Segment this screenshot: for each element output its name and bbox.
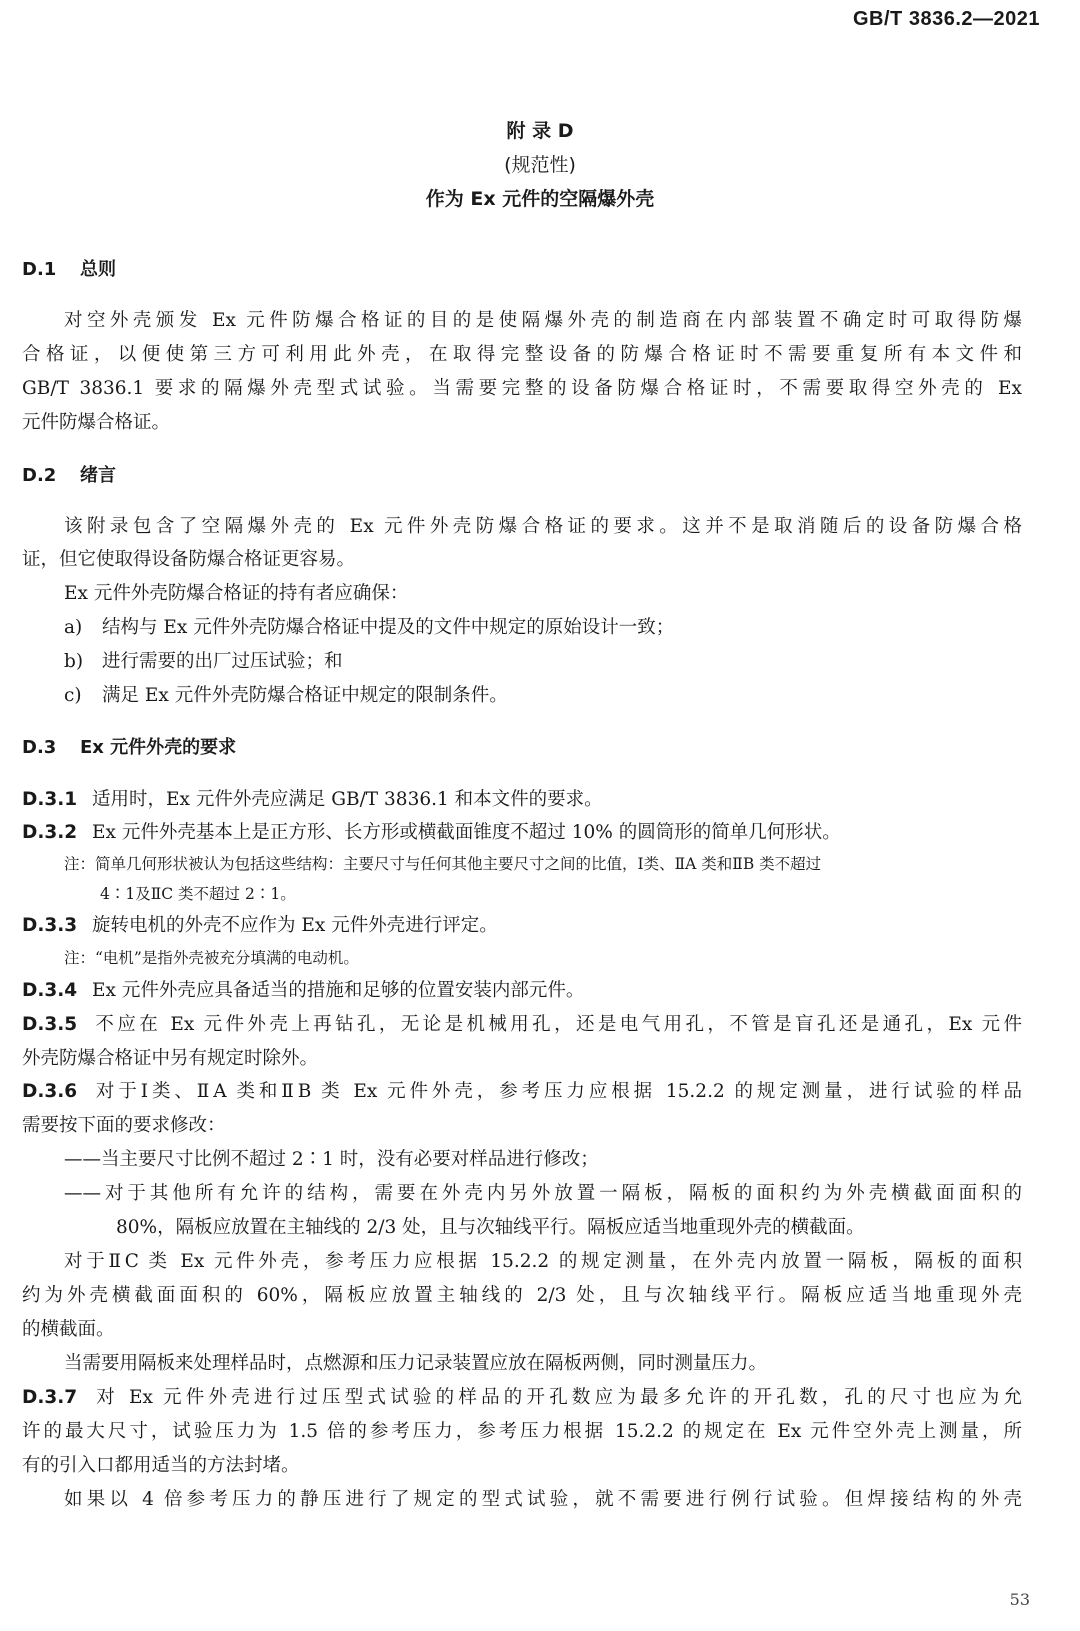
- d2-item-a-text: 结构与 Ex 元件外壳防爆合格证中提及的文件中规定的原始设计一致；: [102, 617, 675, 638]
- note-d3-3: 注：“电机”是指外壳被充分填满的电动机。: [64, 949, 359, 967]
- clause-d3-3: [22, 911, 498, 937]
- clause-d3-6-number: D.3.6: [22, 1081, 78, 1102]
- clause-d3-4-number: D.3.4: [22, 980, 78, 1001]
- d2-item-c-text: 满足 Ex 元件外壳防爆合格证中规定的限制条件。: [102, 685, 508, 706]
- d1-line-2: 合格证，以便使第三方可利用此外壳，在取得完整设备的防爆合格证时不需要重复所有本文件和: [22, 344, 1022, 365]
- note-d3-2-line-1: 注：简单几何形状被认为包括这些结构：主要尺寸与任何其他主要尺寸之间的比值，Ⅰ类、ⅡA 类和ⅡB 类不超过: [64, 855, 822, 873]
- clause-d3-6-line-1: 对于Ⅰ类、ⅡA 类和ⅡB 类 Ex 元件外壳，参考压力应根据 15.2.2 的规定测量，进行试验的样品: [92, 1081, 1022, 1102]
- appendix-type: (规范性): [504, 154, 576, 176]
- clause-d3-7-line-2: 许的最大尺寸，试验压力为 1.5 倍的参考压力，参考压力根据 15.2.2 的规定在 Ex 元件空外壳上测量，所: [22, 1421, 1022, 1442]
- heading-d3-title: Ex 元件外壳的要求: [80, 737, 237, 758]
- clause-d3-7-number: D.3.7: [22, 1387, 78, 1408]
- clause-d3-3-number: D.3.3: [22, 915, 78, 936]
- standard-number: GB/T 3836.2—2021: [853, 8, 1040, 30]
- appendix-title: 附 录 D: [506, 120, 574, 142]
- d2-line-1: 该附录包含了空隔爆外壳的 Ex 元件外壳防爆合格证的要求。这并不是取消随后的设备防爆合格: [64, 516, 1022, 537]
- heading-d1-title: 总则: [80, 259, 116, 280]
- d2-item-b-label: b): [64, 651, 84, 672]
- d2-line-2: 证，但它使取得设备防爆合格证更容易。: [22, 549, 356, 570]
- page-number: 53: [1009, 1590, 1030, 1609]
- d2-item-b: [64, 647, 343, 673]
- d2-item-c-label: c): [64, 685, 82, 706]
- clause-d3-6-p2-line-2: 约为外壳横截面面积的 60%，隔板应放置主轴线的 2/3 处，且与次轴线平行。隔板应适当地重现外壳: [22, 1285, 1022, 1306]
- clause-d3-2-number: D.3.2: [22, 822, 78, 843]
- clause-d3-6: [22, 1077, 1022, 1103]
- heading-d2-number: D.2: [22, 465, 57, 486]
- d1-line-3: GB/T 3836.1 要求的隔爆外壳型式试验。当需要完整的设备防爆合格证时，不需要取得空外壳的 Ex: [22, 378, 1022, 399]
- d1-line-1: 对空外壳颁发 Ex 元件防爆合格证的目的是使隔爆外壳的制造商在内部装置不确定时可取得防爆: [64, 310, 1022, 331]
- clause-d3-2: [22, 818, 841, 844]
- clause-d3-7: [22, 1383, 1022, 1409]
- clause-d3-7-line-1: 对 Ex 元件外壳进行过压型式试验的样品的开孔数应为最多允许的开孔数，孔的尺寸也应为允: [92, 1387, 1022, 1408]
- clause-d3-1-text: 适用时，Ex 元件外壳应满足 GB/T 3836.1 和本文件的要求。: [92, 789, 603, 810]
- clause-d3-7-line-3: 有的引入口都用适当的方法封堵。: [22, 1455, 300, 1476]
- appendix-name: 作为 Ex 元件的空隔爆外壳: [425, 188, 655, 210]
- clause-d3-6-p2-line-3: 的横截面。: [22, 1319, 115, 1340]
- clause-d3-6-dash-1: ——当主要尺寸比例不超过 2∶1 时，没有必要对样品进行修改；: [64, 1149, 599, 1170]
- d2-intro: Ex 元件外壳防爆合格证的持有者应确保：: [64, 583, 409, 604]
- d2-item-a-label: a): [64, 617, 83, 638]
- clause-d3-5-line-1: 不应在 Ex 元件外壳上再钻孔，无论是机械用孔，还是电气用孔，不管是盲孔还是通孔，Ex 元件: [92, 1014, 1022, 1035]
- heading-d2: [22, 461, 116, 487]
- clause-d3-6-p2-line-1: 对于ⅡC 类 Ex 元件外壳，参考压力应根据 15.2.2 的规定测量，在外壳内放置一隔板，隔板的面积: [64, 1251, 1022, 1272]
- clause-d3-6-dash-2a: ——对于其他所有允许的结构，需要在外壳内另外放置一隔板，隔板的面积约为外壳横截面面积的: [64, 1183, 1022, 1204]
- d1-line-4: 元件防爆合格证。: [22, 412, 171, 433]
- clause-d3-5: [22, 1010, 1022, 1036]
- clause-d3-5-line-2: 外壳防爆合格证中另有规定时除外。: [22, 1048, 319, 1069]
- clause-d3-7-p2: 如果以 4 倍参考压力的静压进行了规定的型式试验，就不需要进行例行试验。但焊接结构的外壳: [64, 1489, 1022, 1510]
- d2-item-a: [64, 613, 674, 639]
- clause-d3-4: [22, 976, 584, 1002]
- clause-d3-1-number: D.3.1: [22, 789, 78, 810]
- note-d3-2-line-2: 4∶1及ⅡC 类不超过 2∶1。: [100, 885, 296, 903]
- heading-d3: [22, 733, 236, 759]
- heading-d1-number: D.1: [22, 259, 57, 280]
- d2-item-b-text: 进行需要的出厂过压试验；和: [102, 651, 343, 672]
- clause-d3-6-line-2: 需要按下面的要求修改：: [22, 1115, 226, 1136]
- clause-d3-6-dash-2b: 80%，隔板应放置在主轴线的 2/3 处，且与次轴线平行。隔板应适当地重现外壳的横截面。: [116, 1217, 865, 1238]
- clause-d3-6-p3: 当需要用隔板来处理样品时，点燃源和压力记录装置应放在隔板两侧，同时测量压力。: [64, 1353, 768, 1374]
- heading-d2-title: 绪言: [80, 465, 116, 486]
- heading-d3-number: D.3: [22, 737, 57, 758]
- clause-d3-2-text: Ex 元件外壳基本上是正方形、长方形或横截面锥度不超过 10% 的圆筒形的简单几何形状。: [92, 822, 841, 843]
- clause-d3-3-text: 旋转电机的外壳不应作为 Ex 元件外壳进行评定。: [92, 915, 498, 936]
- clause-d3-1: [22, 785, 603, 811]
- clause-d3-5-number: D.3.5: [22, 1014, 78, 1035]
- clause-d3-4-text: Ex 元件外壳应具备适当的措施和足够的位置安装内部元件。: [92, 980, 585, 1001]
- heading-d1: [22, 255, 116, 281]
- d2-item-c: [64, 681, 508, 707]
